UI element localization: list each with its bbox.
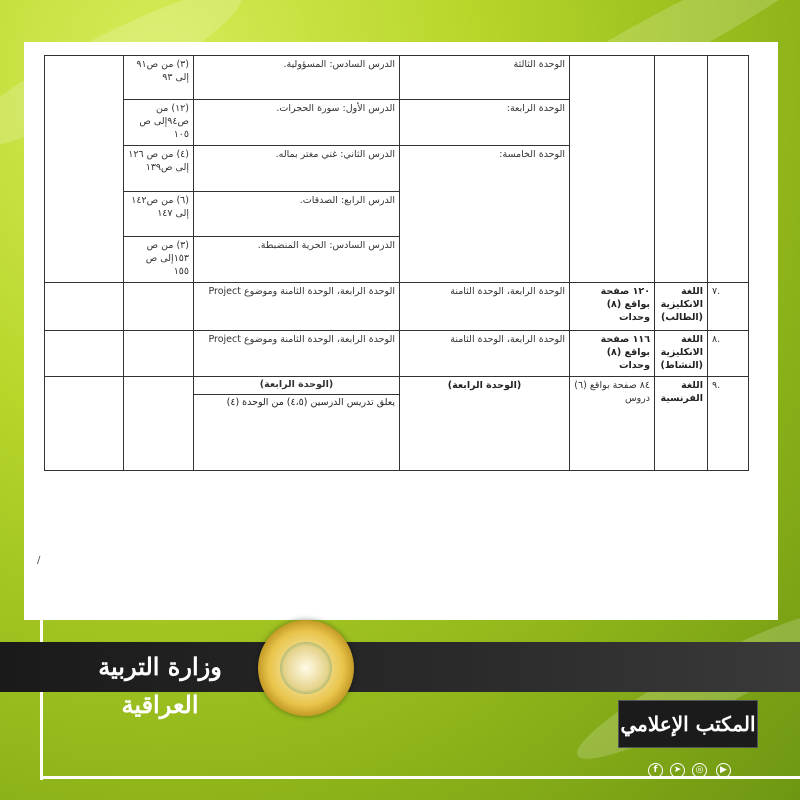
unit-cell: الوحدة الخامسة: bbox=[400, 146, 570, 283]
web-icon[interactable]: ◎ bbox=[692, 763, 707, 778]
lesson-cell: الدرس الرابع: الصدقات. bbox=[194, 192, 400, 237]
subject-cell: اللغة الانكليزية (النشاط) bbox=[655, 331, 708, 377]
empty-cell bbox=[45, 56, 124, 283]
frame-line bbox=[40, 776, 800, 779]
lesson-cell: الدرس السادس: الحرية المنضبطة. bbox=[194, 237, 400, 283]
plan-cell-b-title: (الوحدة الرابعة) bbox=[194, 377, 399, 395]
ministry-title: وزارة التربية العراقية bbox=[98, 652, 222, 719]
plan-cell-a: (الوحدة الرابعة) bbox=[400, 377, 570, 471]
num-cell bbox=[708, 56, 749, 283]
unit-cell: الوحدة الثالثة bbox=[400, 56, 570, 100]
seal-center bbox=[280, 642, 332, 694]
plan-cell-a: الوحدة الرابعة، الوحدة الثامنة bbox=[400, 283, 570, 331]
empty-cell bbox=[124, 331, 194, 377]
plan-cell-b: الوحدة الرابعة، الوحدة الثامنة وموضوع Project bbox=[194, 331, 400, 377]
telegram-icon[interactable]: ➤ bbox=[670, 763, 685, 778]
table-row bbox=[45, 283, 749, 331]
num-cell: .٩ bbox=[708, 377, 749, 471]
youtube-icon[interactable]: ▶ bbox=[716, 763, 731, 778]
pages-cell: (٦) من ص١٤٢ إلى ١٤٧ bbox=[124, 192, 194, 237]
pages-cell: (١٢) من ص٩٤إلى ص ١٠٥ bbox=[124, 100, 194, 146]
subject-cell: اللغة الفرنسية bbox=[655, 377, 708, 471]
pages-cell: (٤) من ص ١٢٦ إلى ص١٣٩ bbox=[124, 146, 194, 192]
curriculum-table bbox=[44, 55, 749, 471]
media-office-title: المكتب الإعلامي bbox=[620, 712, 756, 736]
num-cell: .٧ bbox=[708, 283, 749, 331]
subject-cell bbox=[655, 56, 708, 283]
plan-cell-b bbox=[194, 377, 400, 471]
book-cell bbox=[570, 56, 655, 283]
empty-cell bbox=[45, 331, 124, 377]
table-row bbox=[45, 331, 749, 377]
empty-cell bbox=[124, 283, 194, 331]
page-mark: / bbox=[37, 555, 41, 566]
book-cell: ١١٦ صفحة بواقع (٨) وحدات bbox=[570, 331, 655, 377]
ministry-seal-icon bbox=[258, 620, 354, 716]
empty-cell bbox=[45, 377, 124, 471]
plan-cell-a: الوحدة الرابعة، الوحدة الثامنة bbox=[400, 331, 570, 377]
pages-cell: (٣) من ص٩١ إلى ٩٣ bbox=[124, 56, 194, 100]
subject-cell: اللغة الانكليزية (الطالب) bbox=[655, 283, 708, 331]
empty-cell bbox=[45, 283, 124, 331]
pages-cell: (٣) من ص ١٥٣إلى ص ١٥٥ bbox=[124, 237, 194, 283]
num-cell: .٨ bbox=[708, 331, 749, 377]
lesson-cell: الدرس الأول: سورة الحجرات. bbox=[194, 100, 400, 146]
book-cell: ٨٤ صفحة بواقع (٦) دروس bbox=[570, 377, 655, 471]
unit-cell: الوحدة الرابعة: bbox=[400, 100, 570, 146]
table-row bbox=[45, 377, 749, 471]
plan-cell-b: الوحدة الرابعة، الوحدة الثامنة وموضوع Project bbox=[194, 283, 400, 331]
lesson-cell: الدرس الثاني: غني مغتر بماله. bbox=[194, 146, 400, 192]
lesson-cell: الدرس السادس: المسؤولية. bbox=[194, 56, 400, 100]
table-row bbox=[45, 56, 749, 100]
facebook-icon[interactable]: f bbox=[648, 763, 663, 778]
book-cell: ١٢٠ صفحة بواقع (٨) وحدات bbox=[570, 283, 655, 331]
empty-cell bbox=[124, 377, 194, 471]
plan-cell-b-note: يعلق تدريس الدرسين (٤،٥) من الوحدة (٤) bbox=[226, 396, 395, 408]
